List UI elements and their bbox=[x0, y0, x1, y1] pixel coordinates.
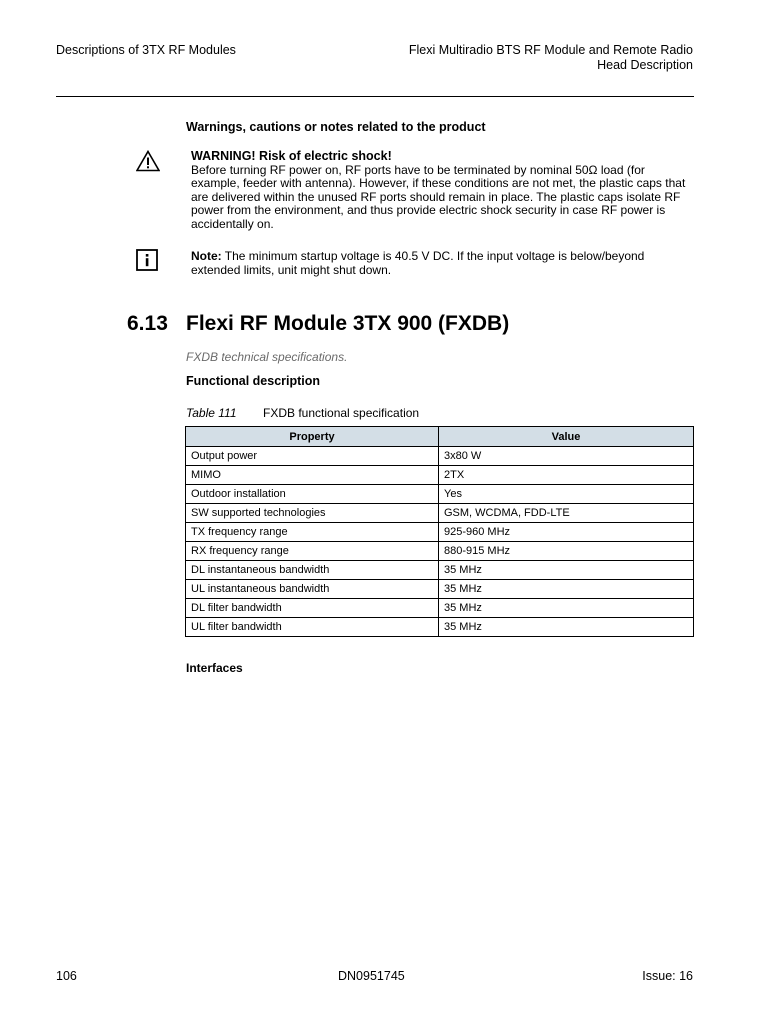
value-cell: 35 MHz bbox=[439, 561, 694, 580]
value-cell: 3x80 W bbox=[439, 447, 694, 466]
table-row bbox=[186, 542, 694, 561]
table-row bbox=[186, 580, 694, 599]
table-caption bbox=[186, 406, 419, 420]
table-number: Table 111 bbox=[186, 406, 237, 420]
table-row bbox=[186, 523, 694, 542]
property-cell: SW supported technologies bbox=[186, 504, 439, 523]
running-header-right bbox=[353, 43, 693, 73]
column-header-property: Property bbox=[186, 427, 439, 447]
section-subtitle: FXDB technical specifications. bbox=[186, 350, 348, 364]
property-cell: RX frequency range bbox=[186, 542, 439, 561]
value-cell: 35 MHz bbox=[439, 618, 694, 637]
table-row bbox=[186, 466, 694, 485]
value-cell: 880-915 MHz bbox=[439, 542, 694, 561]
property-cell: TX frequency range bbox=[186, 523, 439, 542]
warning-title: WARNING! Risk of electric shock! bbox=[191, 149, 392, 163]
value-cell: 35 MHz bbox=[439, 599, 694, 618]
running-header-right-line1: Flexi Multiradio BTS RF Module and Remote Radio bbox=[408, 43, 693, 57]
info-note-icon bbox=[136, 249, 158, 271]
column-header-value: Value bbox=[439, 427, 694, 447]
header-divider bbox=[56, 96, 694, 97]
section-heading bbox=[127, 312, 509, 336]
value-cell: 925-960 MHz bbox=[439, 523, 694, 542]
warnings-heading: Warnings, cautions or notes related to the product bbox=[186, 120, 486, 134]
note-label: Note: bbox=[191, 249, 222, 263]
value-cell: 35 MHz bbox=[439, 580, 694, 599]
table-row bbox=[186, 618, 694, 637]
interfaces-heading: Interfaces bbox=[186, 661, 243, 675]
property-cell: UL instantaneous bandwidth bbox=[186, 580, 439, 599]
section-title: Flexi RF Module 3TX 900 (FXDB) bbox=[186, 312, 510, 335]
note-block bbox=[191, 250, 696, 277]
functional-description-heading: Functional description bbox=[186, 374, 321, 388]
note-body: The minimum startup voltage is 40.5 V DC. If the input voltage is below/beyond extended limits, unit might shut down. bbox=[191, 249, 645, 277]
table-row bbox=[186, 504, 694, 523]
table-row bbox=[186, 561, 694, 580]
value-cell: GSM, WCDMA, FDD-LTE bbox=[439, 504, 694, 523]
footer-page-number: 106 bbox=[56, 969, 77, 983]
running-header-left: Descriptions of 3TX RF Modules bbox=[56, 43, 236, 57]
table-header-row bbox=[186, 427, 694, 447]
value-cell: Yes bbox=[439, 485, 694, 504]
property-cell: DL filter bandwidth bbox=[186, 599, 439, 618]
property-cell: DL instantaneous bandwidth bbox=[186, 561, 439, 580]
property-cell: MIMO bbox=[186, 466, 439, 485]
warning-block bbox=[191, 150, 696, 232]
property-cell: UL filter bandwidth bbox=[186, 618, 439, 637]
value-cell: 2TX bbox=[439, 466, 694, 485]
footer-issue: Issue: 16 bbox=[642, 969, 693, 983]
property-cell: Output power bbox=[186, 447, 439, 466]
section-number: 6.13 bbox=[127, 312, 168, 335]
spec-table bbox=[185, 426, 694, 637]
table-row bbox=[186, 485, 694, 504]
property-cell: Outdoor installation bbox=[186, 485, 439, 504]
footer-doc-id: DN0951745 bbox=[338, 969, 405, 983]
warning-body: Before turning RF power on, RF ports have to be terminated by nominal 50Ω load (for example, feeder with antenna). However, if these conditions are not met, the plastic caps that are delivered within the unused RF ports should remain in place. The plastic caps isolate RF power from the environment, and thus provide electric shock security in case RF power is accidentally on. bbox=[191, 162, 686, 231]
warning-triangle-icon bbox=[136, 150, 160, 172]
table-row bbox=[186, 599, 694, 618]
table-title: FXDB functional specification bbox=[263, 406, 420, 420]
table-row bbox=[186, 447, 694, 466]
running-header-right-line2: Head Description bbox=[597, 58, 693, 72]
